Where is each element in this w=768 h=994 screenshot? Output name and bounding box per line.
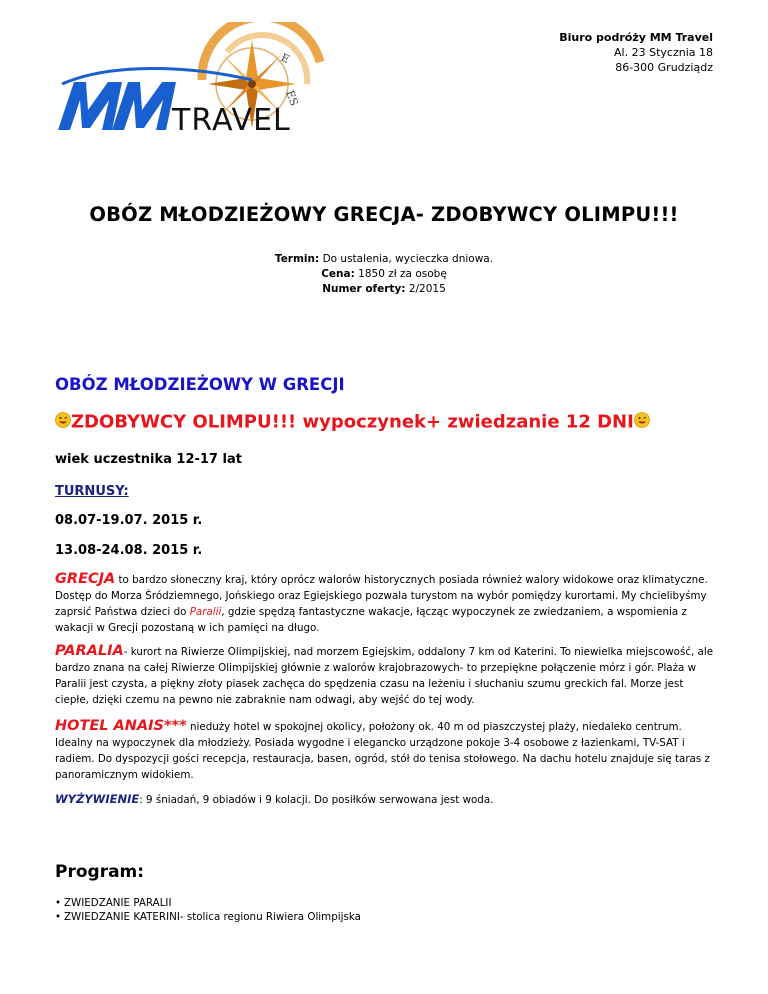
mm-travel-logo <box>52 22 324 140</box>
subheading-text: ZDOBYWCY OLIMPU!!! wypoczynek+ zwiedzanie 12 DNI <box>71 411 634 433</box>
paralia-lead: PARALIA <box>55 643 124 659</box>
turnus-date-1: 08.07-19.07. 2015 r. <box>55 513 203 528</box>
termin-row <box>0 252 768 267</box>
termin-label: Termin: <box>274 253 320 265</box>
offer-subheading <box>55 411 650 433</box>
page-title: OBÓZ MŁODZIEŻOWY GRECJA- ZDOBYWCY OLIMPU!!! <box>89 203 679 226</box>
list-item <box>55 910 361 924</box>
paragraph-paralia <box>55 643 715 708</box>
logo-travel-text: TRAVEL <box>172 103 291 138</box>
program-item-text: ZWIEDZANIE KATERINI- stolica regionu Riwiera Olimpijska <box>64 911 361 923</box>
grecja-text-1: to bardzo słoneczny kraj, który oprócz walorów historycznych posiada również walory widokowe oraz klimatyczne. Dostęp do Morza Śródziemnego, Jońskiego oraz Egiejskiego pozwala turystom na wybór pomiędzy kurortami. My chcielibyśmy zaprsić Państwa dzieci do <box>55 574 708 618</box>
list-item <box>55 896 361 910</box>
grecja-text-2: , gdzie spędzą fantastyczne wakacje, łącząc wypoczynek ze zwiedzaniem, a wspomienia z wakacji w Grecji pozostaną w ich pamięci na długo. <box>55 606 687 634</box>
compass-letter-es: ES <box>283 88 301 108</box>
numer-value: 2/2015 <box>408 283 446 295</box>
paragraph-hotel <box>55 718 715 783</box>
turnus-date-2: 13.08-24.08. 2015 r. <box>55 543 203 558</box>
agency-name: Biuro podróży MM Travel <box>559 31 713 44</box>
turnusy-label: TURNUSY: <box>55 484 129 499</box>
wyzywienie-lead: WYŻYWIENIE <box>55 792 140 806</box>
program-list <box>55 896 361 924</box>
offer-meta <box>0 252 768 297</box>
agency-city: 86-300 Grudziądz <box>615 61 713 74</box>
paragraph-grecja <box>55 571 715 636</box>
termin-value: Do ustalenia, wycieczka dniowa. <box>322 253 494 265</box>
smiley-icon <box>55 412 71 428</box>
program-item-text: ZWIEDZANIE PARALII <box>64 897 172 909</box>
hotel-lead: HOTEL ANAIS*** <box>55 718 187 734</box>
numer-label: Numer oferty: <box>322 283 406 295</box>
section-heading: OBÓZ MŁODZIEŻOWY W GRECJI <box>55 375 345 394</box>
bullet-icon: • <box>55 897 62 909</box>
cena-row <box>0 267 768 282</box>
bullet-icon: • <box>55 911 62 923</box>
paragraph-wyzywienie <box>55 791 715 808</box>
agency-address <box>559 30 713 75</box>
grecja-lead: GRECJA <box>55 571 116 587</box>
smiley-icon <box>634 412 650 428</box>
compass-letter-e: E <box>278 50 292 67</box>
agency-street: Al. 23 Stycznia 18 <box>614 46 713 59</box>
hotel-text: nieduży hotel w spokojnej okolicy, położony ok. 40 m od piaszczystej plaży, niedaleko centrum. Idealny na wypoczynek dla młodzieży. Posiada wygodne i elegancko urządzone pokoje 3-4 osobowe z łazienkami, TV-SAT i radiem. Do dyspozycji gości recepcja, restauracja, basen, ogród, stół do tenisa stołowego. Na dachu hotelu znajduje się taras z panoramicznym widokiem. <box>55 721 710 781</box>
paralii-highlight: Paralii <box>189 606 222 618</box>
wyzywienie-text: : 9 śniadań, 9 obiadów i 9 kolacji. Do posiłków serwowana jest woda. <box>139 794 494 806</box>
numer-row <box>0 282 768 297</box>
cena-value: 1850 zł za osobę <box>358 268 447 280</box>
paralia-text: - kurort na Riwierze Olimpijskiej, nad morzem Egiejskim, oddalony 7 km od Katerini. To niewielka miejscowość, ale bardzo znana na całej Riwierze Olimpijskiej głównie z walorów krajobrazowych- to przepiękne połączenie mórz i gór. Plaża w Paralii jest czysta, a piękny złoty piasek zachęca do spędzenia czasu na leżeniu i słuchaniu szumu greckich fal. Morze jest ciepłe, dzięki czemu na pewno nie zabraknie nam odwagi, aby wejść do tej wody. <box>55 646 714 706</box>
program-heading: Program: <box>55 862 145 882</box>
cena-label: Cena: <box>321 268 355 280</box>
participant-age: wiek uczestnika 12-17 lat <box>55 452 242 467</box>
